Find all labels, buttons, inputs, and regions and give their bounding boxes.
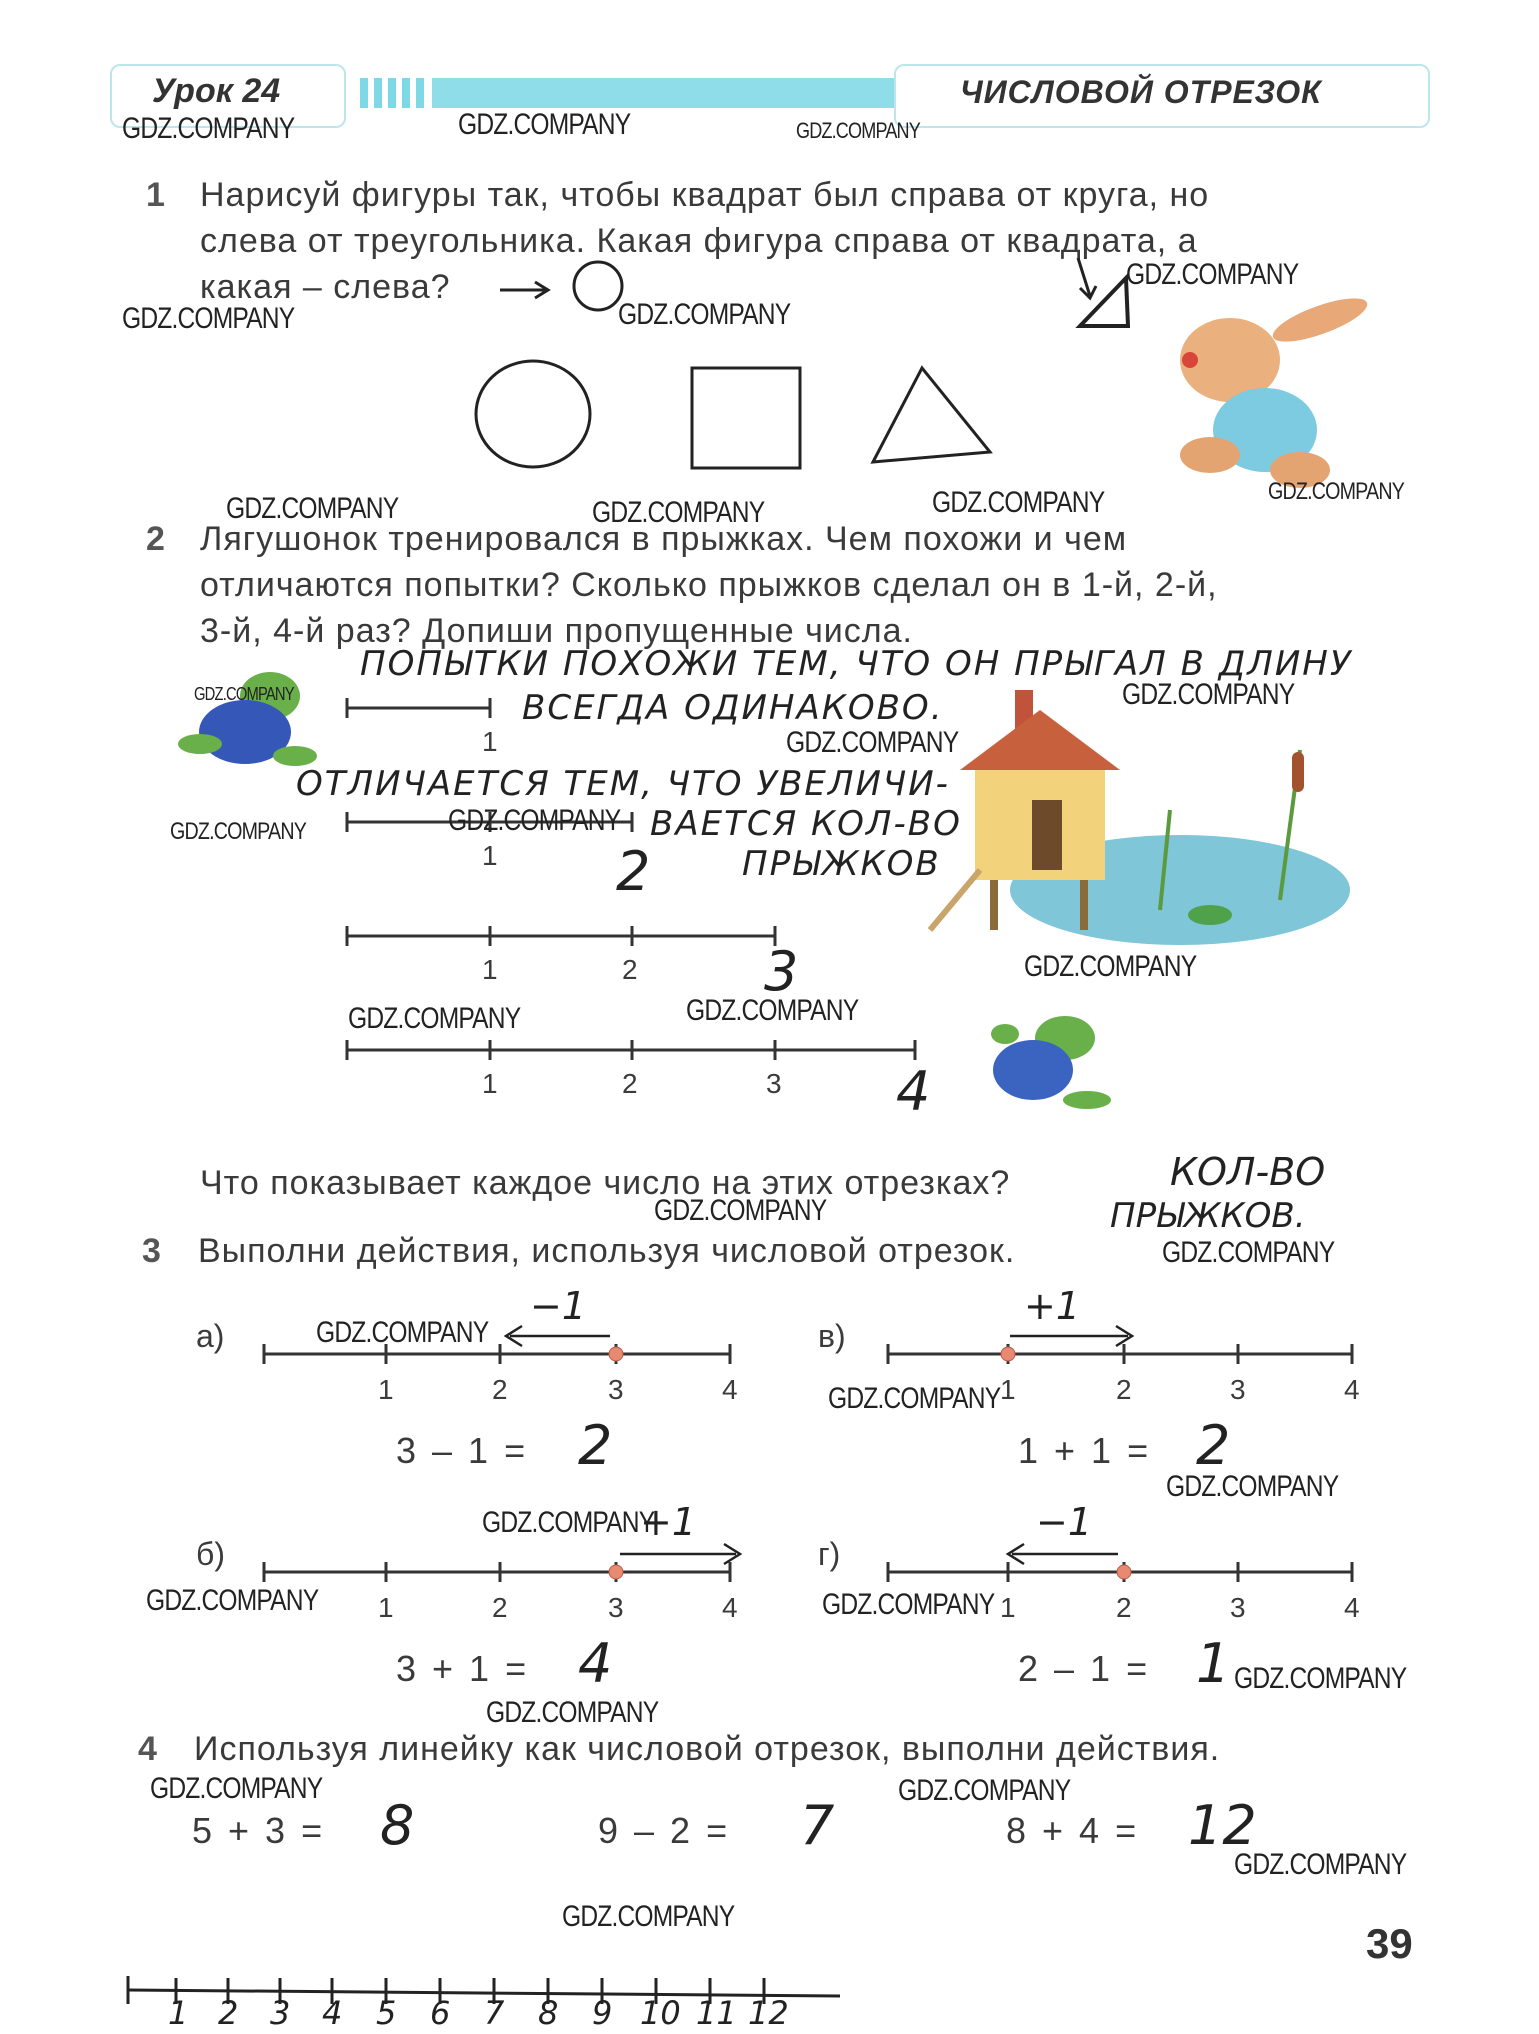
hand-note-2-line-3: ПРЫЖКОВ <box>742 844 941 884</box>
watermark: GDZ.COMPANY <box>1162 1236 1335 1269</box>
ruler-label-8: 8 <box>538 1994 559 2032</box>
segment2-label-1: 1 <box>482 840 498 871</box>
task3-number: 3 <box>142 1232 161 1270</box>
watermark: GDZ.COMPANY <box>1024 950 1197 983</box>
watermark: GDZ.COMPANY <box>796 118 920 143</box>
task3-b-tick-4: 4 <box>722 1592 738 1623</box>
task4-eq-1: 5 + 3 = <box>192 1810 326 1851</box>
lesson-label: Урок 24 <box>152 72 281 110</box>
task3-a-letter: а) <box>196 1318 225 1354</box>
task3-g-tick-3: 3 <box>1230 1592 1246 1623</box>
watermark: GDZ.COMPANY <box>1166 1470 1339 1503</box>
segment4-label-1: 1 <box>482 1068 498 1099</box>
task3-a-equation: 3 – 1 = <box>396 1430 529 1471</box>
task3-g-tick-1: 1 <box>1000 1592 1016 1623</box>
watermark: GDZ.COMPANY <box>1268 478 1405 505</box>
watermark: GDZ.COMPANY <box>348 1002 521 1035</box>
ruler-label-2: 2 <box>218 1994 239 2032</box>
task3-b-letter: б) <box>196 1536 225 1572</box>
watermark: GDZ.COMPANY <box>122 112 295 145</box>
ruler-label-9: 9 <box>592 1994 613 2032</box>
segment3-label-2: 2 <box>622 954 638 985</box>
hand-note-2-line-2: ВАЕТСЯ КОЛ-ВО <box>650 804 962 844</box>
task1-line-1: Нарисуй фигуры так, чтобы квадрат был справа от круга, но <box>200 176 1210 214</box>
task3-g-equation: 2 – 1 = <box>1018 1648 1151 1689</box>
task3-b-answer: 4 <box>578 1632 613 1695</box>
watermark: GDZ.COMPANY <box>448 804 621 837</box>
task3-b-tick-3: 3 <box>608 1592 624 1623</box>
ruler-label-10: 10 <box>640 1994 681 2032</box>
watermark: GDZ.COMPANY <box>592 496 765 529</box>
task3-g-answer: 1 <box>1196 1632 1231 1695</box>
task2-line-3: 3-й, 4-й раз? Допиши пропущенные числа. <box>200 612 913 650</box>
task4-eq-3: 8 + 4 = <box>1006 1810 1140 1851</box>
watermark: GDZ.COMPANY <box>482 1506 655 1539</box>
hand-note-2-line-1: ОТЛИЧАЕТСЯ ТЕМ, ЧТО УВЕЛИЧИ- <box>296 764 950 804</box>
watermark: GDZ.COMPANY <box>170 818 307 845</box>
task2-question-answer-1: КОЛ-ВО <box>1170 1150 1326 1194</box>
task1-line-3: какая – слева? <box>200 268 451 306</box>
page-number: 39 <box>1366 1920 1413 1967</box>
task3-g-letter: г) <box>818 1536 841 1572</box>
task3-v-tick-1: 1 <box>1000 1374 1016 1405</box>
task4-number: 4 <box>138 1730 157 1768</box>
watermark: GDZ.COMPANY <box>150 1772 323 1805</box>
watermark: GDZ.COMPANY <box>686 994 859 1027</box>
watermark: GDZ.COMPANY <box>122 302 295 335</box>
watermark: GDZ.COMPANY <box>898 1774 1071 1807</box>
segment3-label-1: 1 <box>482 954 498 985</box>
task3-a-tick-3: 3 <box>608 1374 624 1405</box>
section-title: ЧИСЛОВОЙ ОТРЕЗОК <box>960 74 1322 110</box>
watermark: GDZ.COMPANY <box>786 726 959 759</box>
watermark: GDZ.COMPANY <box>618 298 791 331</box>
task3-text: Выполни действия, используя числовой отрезок. <box>198 1232 1016 1270</box>
task3-b-equation: 3 + 1 = <box>396 1648 530 1689</box>
segment4-label-2: 2 <box>622 1068 638 1099</box>
ruler-label-7: 7 <box>484 1994 505 2032</box>
task3-a-answer: 2 <box>578 1414 613 1477</box>
watermark: GDZ.COMPANY <box>822 1588 995 1621</box>
task2-question: Что показывает каждое число на этих отрезках? <box>200 1164 1011 1202</box>
task3-g-tick-2: 2 <box>1116 1592 1132 1623</box>
ruler-label-4: 4 <box>322 1994 343 2032</box>
task2-number: 2 <box>146 520 165 558</box>
task3-v-tick-3: 3 <box>1230 1374 1246 1405</box>
watermark: GDZ.COMPANY <box>458 108 631 141</box>
segment4-answer: 4 <box>896 1060 931 1123</box>
hand-note-1-line-2: ВСЕГДА ОДИНАКОВО. <box>522 688 944 728</box>
task4-text: Используя линейку как числовой отрезок, выполни действия. <box>194 1730 1221 1768</box>
watermark: GDZ.COMPANY <box>226 492 399 525</box>
watermark: GDZ.COMPANY <box>1234 1848 1407 1881</box>
watermark: GDZ.COMPANY <box>194 684 294 704</box>
task3-b-tick-1: 1 <box>378 1592 394 1623</box>
task4-ans-1: 8 <box>380 1794 415 1857</box>
task3-v-equation: 1 + 1 = <box>1018 1430 1152 1471</box>
segment3-answer: 3 <box>764 940 799 1003</box>
task4-eq-2: 9 – 2 = <box>598 1810 731 1851</box>
task4-ans-3: 12 <box>1188 1794 1257 1857</box>
task3-v-op: +1 <box>1024 1284 1081 1328</box>
task1-line-2: слева от треугольника. Какая фигура справа от квадрата, а <box>200 222 1198 260</box>
watermark: GDZ.COMPANY <box>1126 258 1299 291</box>
task2-question-answer-2: ПРЫЖКОВ. <box>1110 1196 1306 1236</box>
task3-a-tick-2: 2 <box>492 1374 508 1405</box>
task3-v-answer: 2 <box>1196 1414 1231 1477</box>
ruler-label-11: 11 <box>696 1994 737 2032</box>
watermark: GDZ.COMPANY <box>828 1382 1001 1415</box>
ruler-label-1: 1 <box>168 1994 189 2032</box>
task2-line-2: отличаются попытки? Сколько прыжков сделал он в 1-й, 2-й, <box>200 566 1218 604</box>
task3-v-tick-2: 2 <box>1116 1374 1132 1405</box>
watermark: GDZ.COMPANY <box>654 1194 827 1227</box>
segment2-answer: 2 <box>616 840 651 903</box>
hand-note-1-line-1: ПОПЫТКИ ПОХОЖИ ТЕМ, ЧТО ОН ПРЫГАЛ В ДЛИНУ <box>360 644 1353 684</box>
ruler-label-12: 12 <box>748 1994 789 2032</box>
task3-b-op: +1 <box>640 1500 697 1544</box>
segment4-label-3: 3 <box>766 1068 782 1099</box>
watermark: GDZ.COMPANY <box>932 486 1105 519</box>
watermark: GDZ.COMPANY <box>1122 678 1295 711</box>
watermark: GDZ.COMPANY <box>486 1696 659 1729</box>
ruler-label-3: 3 <box>270 1994 291 2032</box>
task3-a-tick-1: 1 <box>378 1374 394 1405</box>
task3-a-op: −1 <box>530 1284 587 1328</box>
task3-b-tick-2: 2 <box>492 1592 508 1623</box>
task3-a-tick-4: 4 <box>722 1374 738 1405</box>
ruler-label-6: 6 <box>430 1994 451 2032</box>
task2-line-1: Лягушонок тренировался в прыжках. Чем похожи и чем <box>200 520 1128 558</box>
watermark: GDZ.COMPANY <box>1234 1662 1407 1695</box>
task3-v-tick-4: 4 <box>1344 1374 1360 1405</box>
ruler-label-5: 5 <box>376 1994 397 2032</box>
watermark: GDZ.COMPANY <box>562 1900 735 1933</box>
segment1-label-1: 1 <box>482 726 498 757</box>
task3-v-letter: в) <box>818 1318 846 1354</box>
watermark: GDZ.COMPANY <box>146 1584 319 1617</box>
task4-ans-2: 7 <box>800 1794 835 1857</box>
watermark: GDZ.COMPANY <box>316 1316 489 1349</box>
task1-number: 1 <box>146 176 165 214</box>
task3-g-op: −1 <box>1036 1500 1093 1544</box>
task3-g-tick-4: 4 <box>1344 1592 1360 1623</box>
